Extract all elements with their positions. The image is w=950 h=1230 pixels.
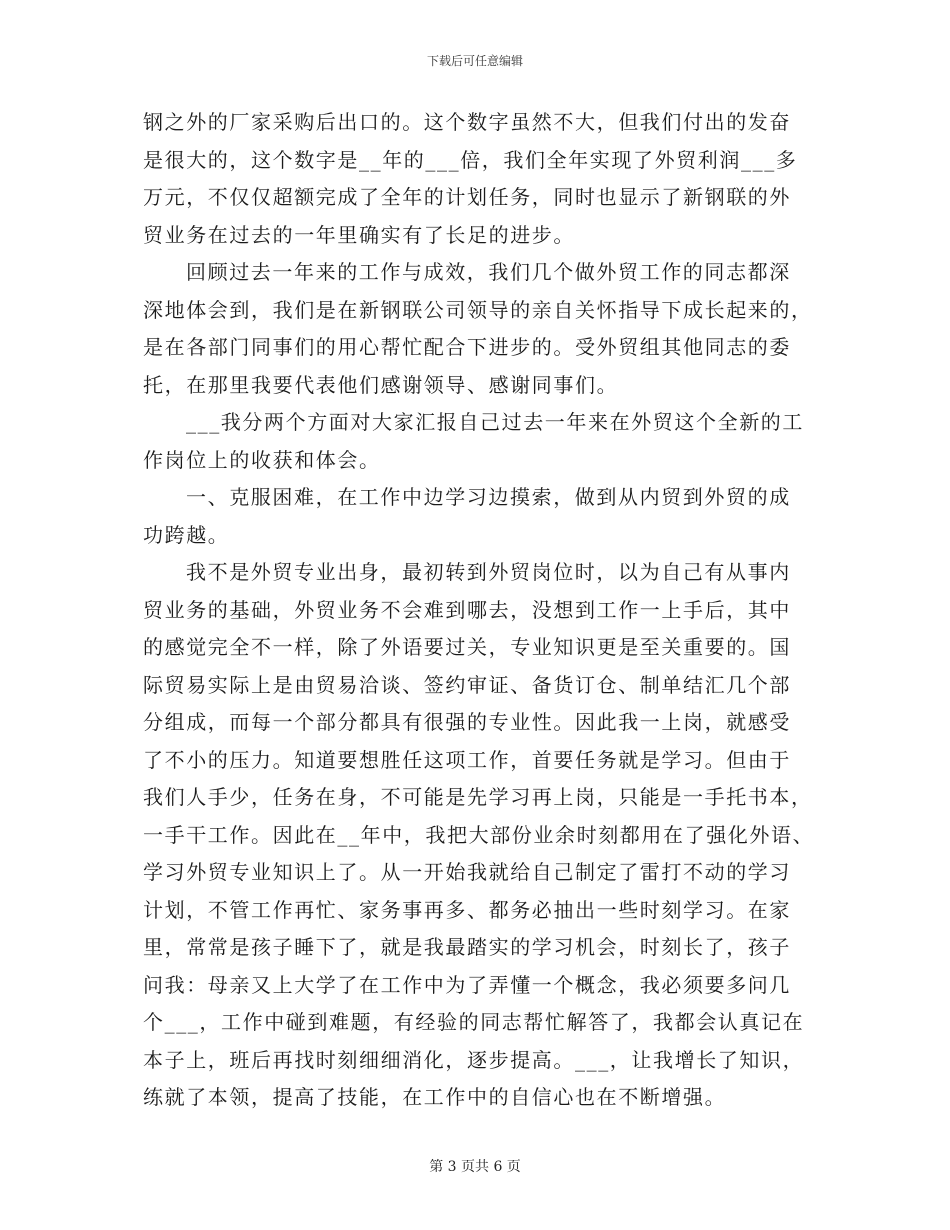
text-line: 个___，工作中碰到难题，有经验的同志帮忙解答了，我都会认真记在 xyxy=(143,1010,805,1034)
text-line: 我们人手少，任务在身，不可能是先学习再上岗，只能是一手托书本， xyxy=(143,785,813,809)
text-line: 托，在那里我要代表他们感谢领导、感谢同事们。 xyxy=(143,372,619,397)
text-line: 了不小的压力。知道要想胜任这项工作，首要任务就是学习。但由于 xyxy=(143,747,791,772)
text-line: 里，常常是孩子睡下了，就是我最踏实的学习机会，时刻长了，孩子 xyxy=(143,935,791,959)
text-line: 练就了本领，提高了技能，在工作中的自信心也在不断增强。 xyxy=(143,1085,727,1109)
text-line: 本子上，班后再找时刻细细消化，逐步提高。___，让我增长了知识， xyxy=(143,1047,805,1072)
paragraph-3 xyxy=(143,404,811,479)
text-line: 功跨越。 xyxy=(143,522,230,547)
text-line: ___我分两个方面对大家汇报自己过去一年来在外贸这个全新的工 xyxy=(186,410,804,434)
text-line: 贸业务在过去的一年里确实有了长足的进步。 xyxy=(143,222,575,247)
text-line: 我不是外贸专业出身，最初转到外贸岗位时，以为自己有从事内 xyxy=(186,560,791,584)
text-line: 作岗位上的收获和体会。 xyxy=(143,447,381,472)
text-line: 一手干工作。因此在__年中，我把大部份业余时刻都用在了强化外语、 xyxy=(143,822,815,847)
text-line: 万元，不仅仅超额完成了全年的计划任务，同时也显示了新钢联的外 xyxy=(143,185,791,209)
text-line: 计划，不管工作再忙、家务事再多、都务必抽出一些时刻学习。在家 xyxy=(143,897,791,922)
paragraph-5 xyxy=(143,554,815,1117)
text-line: 是很大的，这个数字是__年的___倍，我们全年实现了外贸利润___多 xyxy=(143,147,798,172)
page-number: 第 3 页共 6 页 xyxy=(429,1159,521,1175)
text-line: 钢之外的厂家采购后出口的。这个数字虽然不大，但我们付出的发奋 xyxy=(143,110,791,134)
paragraph-2 xyxy=(143,254,811,404)
text-line: 深地体会到，我们是在新钢联公司领导的亲自关怀指导下成长起来的， xyxy=(143,297,813,322)
paragraph-1 xyxy=(143,104,811,254)
document-body xyxy=(143,104,815,1117)
text-line: 的感觉完全不一样，除了外语要过关，专业知识更是至关重要的。国 xyxy=(143,635,791,659)
text-line: 贸业务的基础，外贸业务不会难到哪去，没想到工作一上手后，其中 xyxy=(143,597,791,622)
text-line: 回顾过去一年来的工作与成效，我们几个做外贸工作的同志都深 xyxy=(186,260,791,284)
text-line: 学习外贸专业知识上了。从一开始我就给自己制定了雷打不动的学习 xyxy=(143,860,791,884)
section-heading-1 xyxy=(143,479,811,554)
text-line: 问我：母亲又上大学了在工作中为了弄懂一个概念，我必须要多问几 xyxy=(143,972,791,997)
page-header: 下载后可任意编辑 xyxy=(426,54,523,68)
text-line: 际贸易实际上是由贸易洽谈、签约审证、备货订仓、制单结汇几个部 xyxy=(143,672,791,697)
text-line: 是在各部门同事们的用心帮忙配合下进步的。受外贸组其他同志的委 xyxy=(143,335,791,359)
text-line: 一、克服困难，在工作中边学习边摸索，做到从内贸到外贸的成 xyxy=(186,485,791,509)
text-line: 分组成，而每一个部分都具有很强的专业性。因此我一上岗，就感受 xyxy=(143,710,791,734)
